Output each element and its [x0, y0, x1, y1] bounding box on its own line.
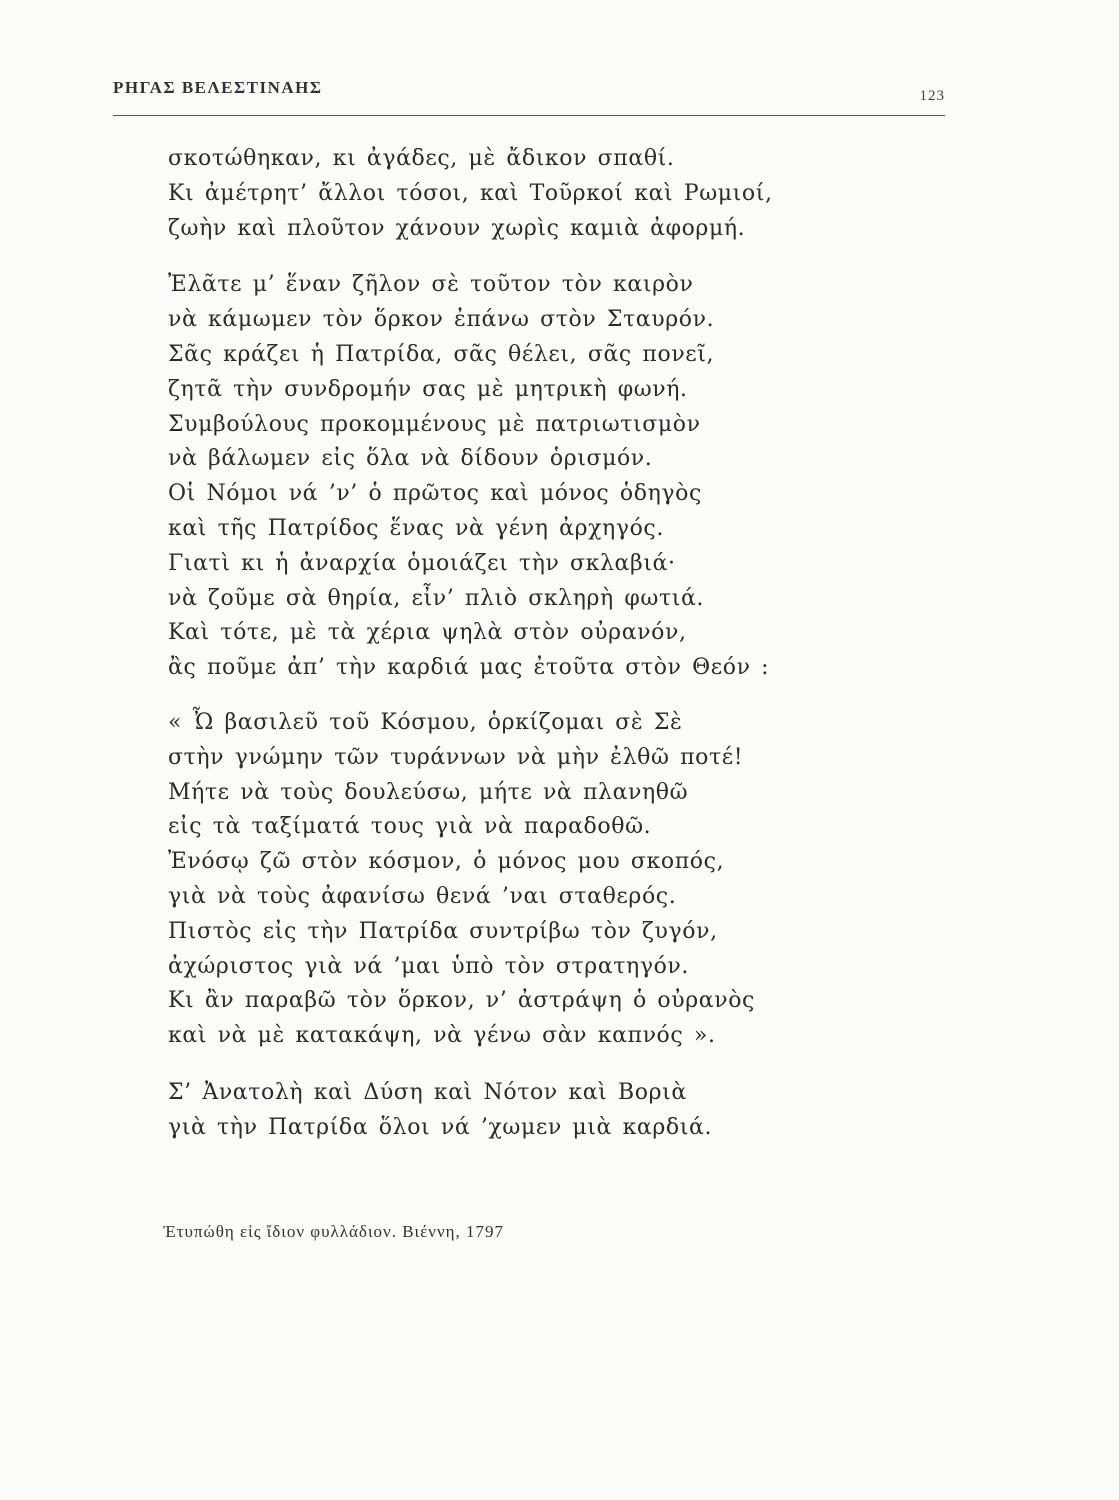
poem-line: καὶ νὰ μὲ κατακάψη, νὰ γένω σὰν καπνός ».: [168, 1023, 716, 1049]
stanza-gap: [168, 1054, 888, 1076]
poem-line: ἀχώριστος γιὰ νά ’μαι ὑπὸ τὸν στρατηγόν.: [168, 953, 689, 979]
poem-line: Κι ἂν παραβῶ τὸν ὅρκον, ν’ ἀστράψη ὁ οὐρανὸς: [168, 988, 755, 1014]
poem-line: στὴν γνώμην τῶν τυράννων νὰ μὴν ἐλθῶ ποτέ!: [168, 744, 744, 770]
stanza-gap: [168, 686, 888, 706]
poem-line: Σᾶς κράζει ἡ Πατρίδα, σᾶς θέλει, σᾶς πονεῖ,: [168, 341, 715, 367]
poem-line: Κι ἀμέτρητ’ ἄλλοι τόσοι, καὶ Τοῦρκοί καὶ Ρωμιοί,: [168, 180, 773, 206]
poem-line: Μήτε νὰ τοὺς δουλεύσω, μήτε νὰ πλανηθῶ: [168, 779, 689, 805]
poem-line: νὰ ζοῦμε σὰ θηρία, εἶν’ πλιὸ σκληρὴ φωτιά.: [168, 585, 704, 611]
page-number: 123: [919, 88, 945, 104]
poem-line: νὰ βάλωμεν εἰς ὅλα νὰ δίδουν ὁρισμόν.: [168, 446, 653, 472]
poem-body: [168, 142, 888, 1146]
poem-line: ἂς ποῦμε ἀπ’ τὴν καρδιά μας ἐτοῦτα στὸν Θεόν :: [168, 655, 770, 681]
poem-line: Γιατὶ κι ἡ ἀναρχία ὁμοιάζει τὴν σκλαβιά·: [168, 550, 676, 576]
footnote: Ἐτυπώθη εἰς ἴδιον φυλλάδιον. Βιέννη, 1797: [163, 1222, 505, 1241]
poem-line: Πιστὸς εἰς τὴν Πατρίδα συντρίβω τὸν ζυγόν,: [168, 918, 718, 944]
stanza-4: [168, 1076, 888, 1146]
running-head-title: ΡΗΓΑΣ ΒΕΛΕΣΤΙΝΑΗΣ: [113, 78, 323, 97]
poem-line: εἰς τὰ ταξίματά τους γιὰ νὰ παραδοθῶ.: [168, 814, 652, 840]
stanza-2: [168, 268, 888, 686]
poem-line: Ἐλᾶτε μ’ ἕναν ζῆλον σὲ τοῦτον τὸν καιρὸν: [168, 272, 694, 298]
poem-line: Σ’ Ἀνατολὴ καὶ Δύση καὶ Νότον καὶ Βοριὰ: [168, 1079, 687, 1105]
poem-line: Συμβούλους προκομμένους μὲ πατριωτισμὸν: [168, 411, 701, 437]
poem-line: σκοτώθηκαν, κι ἀγάδες, μὲ ἄδικον σπαθί.: [168, 146, 675, 171]
poem-line: γιὰ τὴν Πατρίδα ὅλοι νά ’χωμεν μιὰ καρδιά.: [168, 1114, 713, 1140]
poem-line: Καὶ τότε, μὲ τὰ χέρια ψηλὰ στὸν οὐρανόν,: [168, 620, 687, 646]
running-head: [113, 74, 945, 120]
poem-line: ζωὴν καὶ πλοῦτον χάνουν χωρὶς καμιὰ ἀφορμή.: [168, 215, 746, 241]
poem-line: καὶ τῆς Πατρίδος ἕνας νὰ γένη ἀρχηγός.: [168, 515, 664, 541]
poem-line: γιὰ νὰ τοὺς ἀφανίσω θενά ’ναι σταθερός.: [168, 883, 677, 909]
stanza-1: [168, 142, 888, 246]
stanza-gap: [168, 246, 888, 268]
poem-line: Ἐνόσῳ ζῶ στὸν κόσμον, ὁ μόνος μου σκοπός,: [168, 849, 725, 875]
poem-line: Οἱ Νόμοι νά ’ν’ ὁ πρῶτος καὶ μόνος ὁδηγὸς: [168, 481, 702, 507]
poem-line: « Ὦ βασιλεῦ τοῦ Κόσμου, ὁρκίζομαι σὲ Σὲ: [168, 709, 683, 735]
header-rule: [113, 115, 945, 116]
poem-line: ζητᾶ τὴν συνδρομήν σας μὲ μητρικὴ φωνή.: [168, 376, 688, 402]
poem-line: νὰ κάμωμεν τὸν ὅρκον ἐπάνω στὸν Σταυρόν.: [168, 307, 715, 333]
stanza-3: [168, 706, 888, 1054]
